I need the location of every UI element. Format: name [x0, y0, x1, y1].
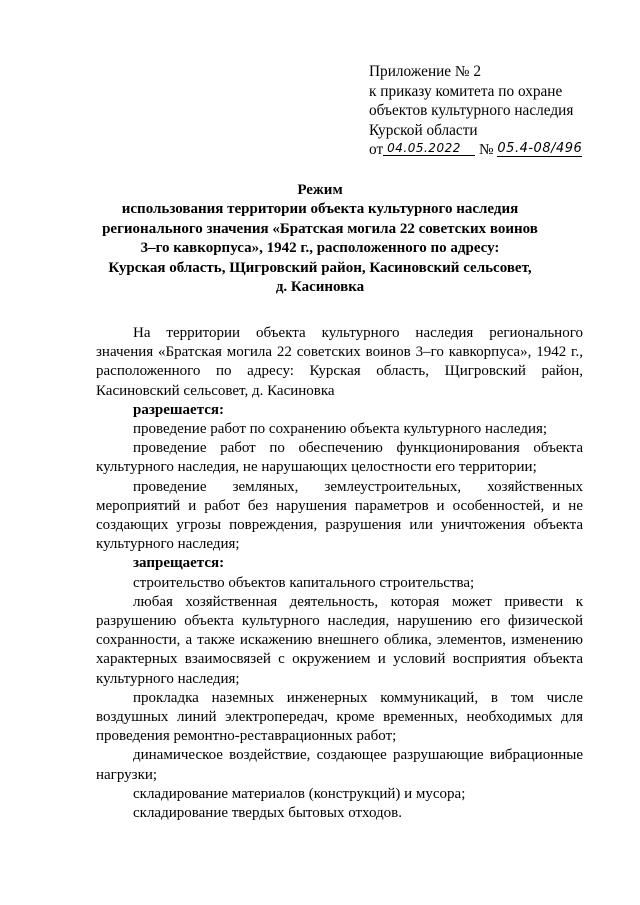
forbidden-item: прокладка наземных инженерных коммуникаций, в том числе воздушных линий электропередач, кроме временных, необходимых для проведения ремонтно-реставрационных работ; — [96, 689, 583, 745]
allowed-heading: разрешается: — [133, 401, 225, 418]
appendix-region: Курской области — [369, 121, 478, 139]
forbidden-item: складирование твердых бытовых отходов. — [133, 805, 403, 822]
title-line: 3–го кавкорпуса», 1942 г., расположенного по адресу: — [140, 240, 500, 257]
forbidden-item: складирование материалов (конструкций) и мусора; — [133, 785, 466, 802]
document-body — [96, 324, 583, 823]
number-sign: № — [478, 141, 494, 158]
forbidden-item: любая хозяйственная деятельность, которая может привести к разрушению объекта культурного наследия, нарушению его физической сохранности, а также искажению внешнего облика, элементов, изменению характерных взаимосвязей с окружением и условий восприятия объекта культурного наследия; — [96, 593, 583, 687]
title-line: использования территории объекта культурного наследия — [121, 201, 519, 218]
appendix-number: Приложение № 2 — [369, 63, 481, 80]
forbidden-item: строительство объектов капитального строительства; — [133, 574, 475, 591]
appendix-order-ref-cont: объектов культурного наследия — [369, 102, 574, 119]
document-title — [100, 181, 540, 297]
title-line: регионального значения «Братская могила 22 советских воинов — [102, 220, 538, 237]
forbidden-item: динамическое воздействие, создающее разрушающие вибрационные нагрузки; — [96, 747, 583, 783]
intro-line: расположенного по адресу: Курская область, Щигровский район, — [96, 363, 583, 380]
title-line: Режим — [297, 182, 343, 198]
handwritten-date: 04.05.2022 — [383, 141, 475, 156]
allowed-item: проведение земляных, землеустроительных, хозяйственных мероприятий и работ без нарушения параметров и особенностей, и не создающих угрозы повреждения, разрушения или уничтожения объекта культурного наследия; — [96, 478, 583, 553]
allowed-item: проведение работ по сохранению объекта культурного наследия; — [133, 421, 548, 438]
handwritten-number: 05.4-08/496 — [497, 141, 583, 156]
from-prefix: от — [369, 141, 384, 158]
intro-line: значения «Братская могила 22 советских воинов 3–го кавкорпуса», 1942 г., — [96, 344, 583, 361]
title-line: д. Касиновка — [275, 279, 365, 296]
intro-line: Касиновский сельсовет, д. Касиновка — [96, 382, 335, 399]
appendix-block — [369, 62, 629, 160]
title-line: Курская область, Щигровский район, Касиновский сельсовет, — [108, 259, 532, 276]
forbidden-heading: запрещается: — [133, 555, 225, 572]
allowed-item: проведение работ по обеспечению функционирования объекта культурного наследия, не нарушающих целостности его территории; — [96, 440, 583, 476]
intro-line: На территории объекта культурного наследия регионального — [133, 325, 583, 341]
appendix-order-ref: к приказу комитета по охране — [369, 82, 563, 100]
appendix-date-number-line — [369, 140, 629, 160]
